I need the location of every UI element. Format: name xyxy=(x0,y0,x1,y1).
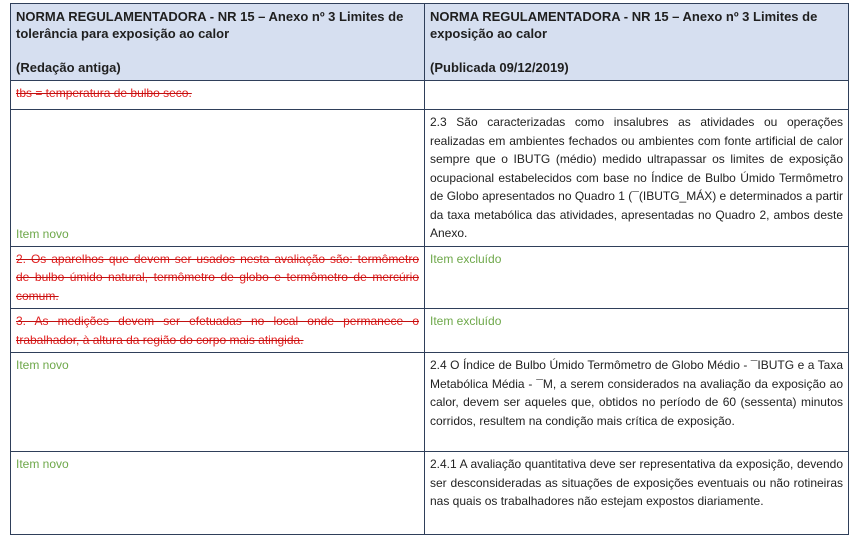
new-text-cell xyxy=(425,353,849,452)
header-left xyxy=(11,4,425,81)
new-text: 2.4 O Índice de Bulbo Úmido Termômetro de Globo Médio - ¯IBUTG e a Taxa Metabólica Média - ¯M, a serem considerados na avaliação da exposição ao calor, devem ser aqueles que, obtidos no período de 60 (sessenta) minutos corridos, resultem na condição mais crítica de exposição. xyxy=(430,358,843,428)
header-right xyxy=(425,4,849,81)
table-row xyxy=(11,81,849,110)
old-text-cell xyxy=(11,246,425,309)
header-row xyxy=(11,4,849,81)
new-text: 2.4.1 A avaliação quantitativa deve ser representativa da exposição, devendo ser desconsideradas as situações de exposições eventuais ou não rotineiras nas quais os trabalhadores não estejam expostos diariamente. xyxy=(430,457,843,508)
table-row xyxy=(11,246,849,309)
header-right-subtitle: (Publicada 09/12/2019) xyxy=(430,60,569,75)
comparison-table xyxy=(10,3,849,535)
table-row xyxy=(11,353,849,452)
new-text: 2.3 São caracterizadas como insalubres as atividades ou operações realizadas em ambientes fechados ou ambientes com fonte artificial de calor sempre que o IBUTG (médio) medido ultrapassar os limites de exposição ocupacional estabelecidos com base no Índice de Bulbo Úmido Termômetro de Globo apresentados no Quadro 1 (¯(IBUTG_MÁX) e determinados a partir da taxa metabólica das atividades, apresentadas no Quadro 2, ambos deste Anexo. xyxy=(430,115,843,240)
new-text-cell xyxy=(425,110,849,247)
item-excluido-label: Item excluído xyxy=(430,314,502,328)
table-row xyxy=(11,452,849,535)
old-text-cell xyxy=(11,452,425,535)
table-row xyxy=(11,110,849,247)
item-novo-label: Item novo xyxy=(16,457,69,471)
item-excluido-label: Item excluído xyxy=(430,251,502,266)
struck-old-text: tbs = temperatura de bulbo seco. xyxy=(16,86,192,100)
old-text-cell xyxy=(11,81,425,110)
struck-old-text: 2. Os aparelhos que devem ser usados nesta avaliação são: termômetro de bulbo úmido natural, termômetro de globo e termômetro de mercúrio comum. xyxy=(16,251,419,303)
new-text-cell xyxy=(425,246,849,309)
header-left-subtitle: (Redação antiga) xyxy=(16,60,121,75)
old-text-cell xyxy=(11,353,425,452)
struck-old-text: 3. As medições devem ser efetuadas no local onde permanece o trabalhador, à altura da região do corpo mais atingida. xyxy=(16,314,419,347)
old-text-cell xyxy=(11,110,425,247)
new-text-cell xyxy=(425,309,849,353)
header-right-title: NORMA REGULAMENTADORA - NR 15 – Anexo nº 3 Limites de exposição ao calor xyxy=(430,9,818,41)
item-novo-label: Item novo xyxy=(16,227,69,241)
table-row xyxy=(11,309,849,353)
new-text-cell xyxy=(425,452,849,535)
item-novo-label: Item novo xyxy=(16,358,69,372)
header-left-title: NORMA REGULAMENTADORA - NR 15 – Anexo nº 3 Limites de tolerância para exposição ao calor xyxy=(16,9,404,41)
comparison-table-container xyxy=(10,3,848,535)
old-text-cell xyxy=(11,309,425,353)
new-text-cell xyxy=(425,81,849,110)
